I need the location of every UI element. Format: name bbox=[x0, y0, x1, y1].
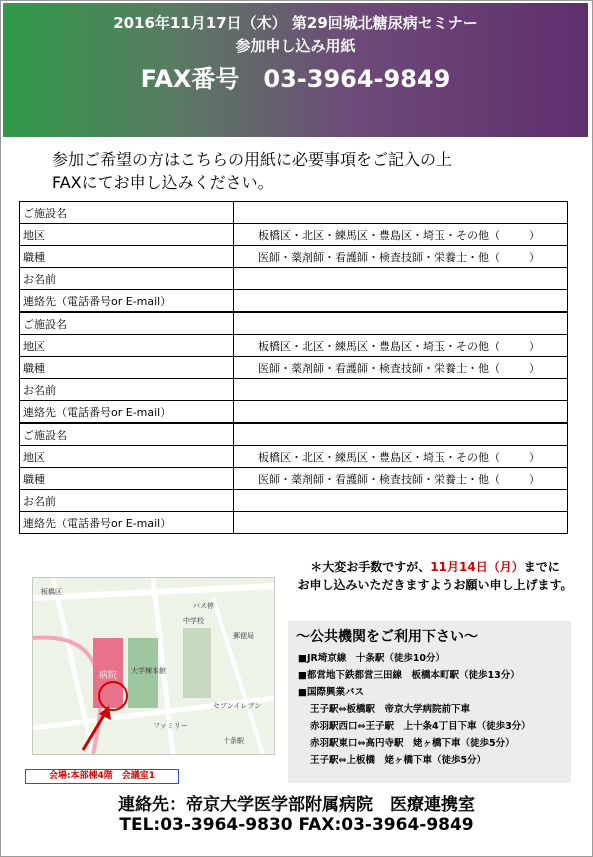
options-text: 板橋区・北区・練馬区・豊島区・埼玉・その他（ bbox=[258, 228, 500, 242]
transit-line: 赤羽駅西口⇔王子駅 上十条4丁目下車（徒歩3分） bbox=[310, 721, 531, 732]
options-wrap bbox=[258, 227, 567, 243]
field-input[interactable] bbox=[234, 401, 568, 424]
contact-phone-fax: TEL:03-3964-9830 FAX:03-3964-9849 bbox=[119, 815, 474, 835]
options-wrap bbox=[258, 338, 567, 354]
field-label: お名前 bbox=[20, 490, 234, 512]
transit-line: ■都営地下鉄都営三田線 板橋本町駅（徒歩13分） bbox=[298, 670, 520, 681]
transit-line: ■JR埼京線 十条駅（徒歩10分） bbox=[298, 653, 446, 664]
deadline-note bbox=[285, 558, 585, 594]
options-wrap bbox=[258, 449, 567, 465]
field-label: 地区 bbox=[20, 446, 234, 468]
options-wrap bbox=[258, 471, 567, 487]
options-wrap bbox=[258, 249, 567, 265]
field-options[interactable] bbox=[234, 357, 568, 379]
facility-row bbox=[20, 312, 568, 335]
deadline-line-2: お申し込みいただきますようお願い申し上げます。 bbox=[297, 578, 573, 592]
intro-text bbox=[52, 148, 452, 194]
options-text: 板橋区・北区・練馬区・豊島区・埼玉・その他（ bbox=[258, 450, 500, 464]
field-input[interactable] bbox=[234, 312, 568, 335]
fax-number-heading: FAX番号 03-3964-9849 bbox=[140, 65, 451, 93]
field-label: 連絡先（電話番号or E-mail） bbox=[20, 512, 234, 534]
field-input[interactable] bbox=[234, 268, 568, 290]
deadline-suffix: までに bbox=[523, 560, 560, 574]
options-close-paren: ） bbox=[529, 250, 540, 264]
contact-row bbox=[20, 290, 568, 313]
field-input[interactable] bbox=[234, 290, 568, 313]
intro-line-2: FAXにてお申し込みください。 bbox=[52, 173, 274, 192]
transit-box bbox=[288, 621, 571, 783]
facility-row bbox=[20, 423, 568, 446]
event-title: 2016年11月17日（木） 第29回城北糖尿病セミナー bbox=[113, 14, 478, 32]
transit-line: ■国際興業バス bbox=[298, 687, 364, 698]
map-label-hospital: 病院 bbox=[99, 671, 118, 681]
name-row bbox=[20, 379, 568, 401]
map-label-building: 大学棟本館 bbox=[131, 667, 166, 675]
transit-heading: ～公共機関をご利用下さい～ bbox=[296, 629, 478, 645]
field-input[interactable] bbox=[234, 423, 568, 446]
deadline-date: 11月14日（月） bbox=[430, 560, 524, 574]
field-label: 職種 bbox=[20, 357, 234, 379]
map-label-seven: セブンイレブン bbox=[213, 702, 262, 710]
map-label-family: ファミリー bbox=[153, 722, 188, 730]
occupation-row bbox=[20, 468, 568, 490]
field-input[interactable] bbox=[234, 202, 568, 224]
map-label-bus: バス停 bbox=[193, 602, 214, 610]
options-close-paren: ） bbox=[529, 450, 540, 464]
field-input[interactable] bbox=[234, 490, 568, 512]
field-options[interactable] bbox=[234, 446, 568, 468]
deadline-prefix: ＊大変お手数ですが、 bbox=[310, 560, 431, 574]
deadline-line-1 bbox=[285, 558, 585, 576]
contact-row bbox=[20, 401, 568, 424]
field-label: お名前 bbox=[20, 379, 234, 401]
transit-line: 王子駅⇔上板橋 姥ヶ橋下車（徒歩5分） bbox=[310, 755, 487, 766]
access-map bbox=[32, 577, 275, 755]
map-label-station: 十条駅 bbox=[223, 737, 244, 745]
contact-org: 連絡先：帝京大学医学部附属病院 医療連携室 bbox=[118, 795, 475, 815]
field-label: 地区 bbox=[20, 335, 234, 357]
map-label-road: 板橋区 bbox=[41, 588, 62, 596]
field-label: 連絡先（電話番号or E-mail） bbox=[20, 401, 234, 424]
registration-table bbox=[19, 201, 568, 534]
options-close-paren: ） bbox=[529, 361, 540, 375]
field-label: 職種 bbox=[20, 246, 234, 268]
options-text: 板橋区・北区・練馬区・豊島区・埼玉・その他（ bbox=[258, 339, 500, 353]
field-input[interactable] bbox=[234, 379, 568, 401]
venue-label: 会場:本部棟4階 会議室1 bbox=[25, 769, 179, 784]
field-label: 地区 bbox=[20, 224, 234, 246]
field-options[interactable] bbox=[234, 468, 568, 490]
area-row bbox=[20, 224, 568, 246]
field-label: 連絡先（電話番号or E-mail） bbox=[20, 290, 234, 313]
name-row bbox=[20, 268, 568, 290]
options-wrap bbox=[258, 360, 567, 376]
form-title: 参加申し込み用紙 bbox=[235, 37, 356, 55]
options-close-paren: ） bbox=[529, 339, 540, 353]
name-row bbox=[20, 490, 568, 512]
contact-row bbox=[20, 512, 568, 534]
field-label: お名前 bbox=[20, 268, 234, 290]
occupation-row bbox=[20, 246, 568, 268]
field-options[interactable] bbox=[234, 246, 568, 268]
options-close-paren: ） bbox=[529, 472, 540, 486]
field-label: ご施設名 bbox=[20, 202, 234, 224]
map-drawing bbox=[33, 578, 274, 754]
transit-line: 赤羽駅東口⇔高円寺駅 姥ヶ橋下車（徒歩5分） bbox=[310, 738, 515, 749]
options-text: 医師・薬剤師・看護師・検査技師・栄養士・他（ bbox=[258, 361, 500, 375]
facility-row bbox=[20, 202, 568, 224]
options-text: 医師・薬剤師・看護師・検査技師・栄養士・他（ bbox=[258, 472, 500, 486]
header-banner bbox=[3, 3, 588, 137]
field-options[interactable] bbox=[234, 335, 568, 357]
transit-line: 王子駅⇔板橋駅 帝京大学病院前下車 bbox=[310, 704, 470, 715]
map-label-post: 郵便局 bbox=[233, 632, 254, 640]
intro-line-1: 参加ご希望の方はこちらの用紙に必要事項をご記入の上 bbox=[52, 150, 453, 169]
field-input[interactable] bbox=[234, 512, 568, 534]
area-row bbox=[20, 335, 568, 357]
options-text: 医師・薬剤師・看護師・検査技師・栄養士・他（ bbox=[258, 250, 500, 264]
field-label: ご施設名 bbox=[20, 312, 234, 335]
area-row bbox=[20, 446, 568, 468]
field-label: ご施設名 bbox=[20, 423, 234, 446]
options-close-paren: ） bbox=[529, 228, 540, 242]
field-options[interactable] bbox=[234, 224, 568, 246]
occupation-row bbox=[20, 357, 568, 379]
map-label-school: 中学校 bbox=[183, 617, 204, 625]
field-label: 職種 bbox=[20, 468, 234, 490]
